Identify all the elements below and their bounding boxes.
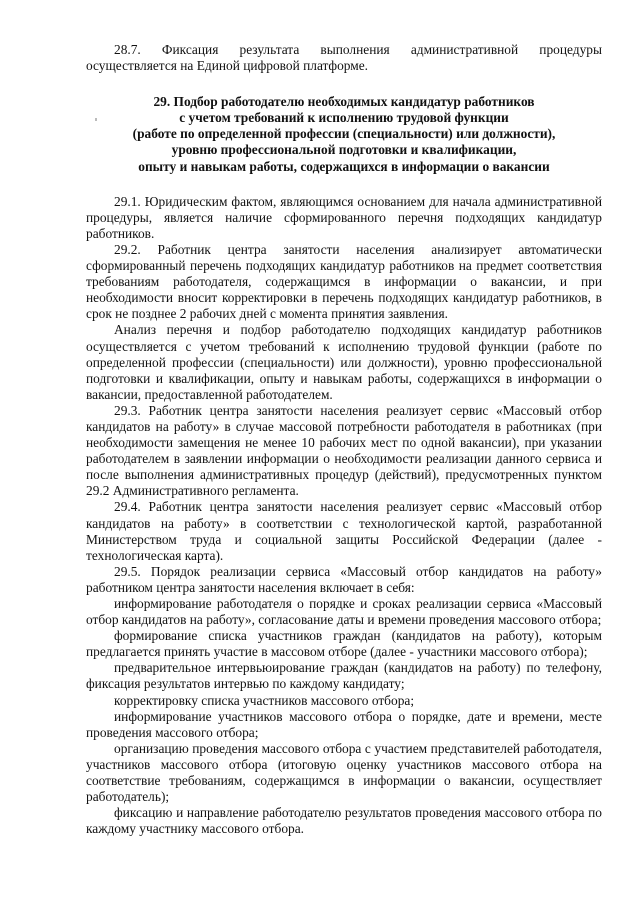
item-29-5: 29.5. Порядок реализации сервиса «Массовый отбор кандидатов на работу» работником центра занятости населения включает в себя: [86, 563, 602, 595]
heading-line: 29. Подбор работодателю необходимых кандидатур работников [153, 94, 535, 110]
list-item: организацию проведения массового отбора с участием представителей работодателя, участников массового отбора (итоговую оценку участников массового отбора на соответствие требованиям, содержащимся в информации о вакансии, осуществляет работодатель); [86, 740, 602, 805]
heading-line: (работе по определенной профессии (специальности) или должности), [132, 126, 556, 142]
list-item: фиксацию и направление работодателю результатов проведения массового отбора по каждому участнику массового отбора. [86, 805, 602, 837]
heading-line: с учетом требований к исполнению трудовой функции [179, 110, 509, 126]
section-29-heading [86, 94, 602, 174]
item-29-1: 29.1. Юридическим фактом, являющимся основанием для начала административной процедуры, является наличие сформированного перечня подходящих кандидатур работников. [86, 193, 602, 241]
heading-line: опыту и навыкам работы, содержащихся в информации о вакансии [138, 158, 550, 174]
list-item: информирование работодателя о порядке и сроках реализации сервиса «Массовый отбор кандидатов на работу», согласование даты и времени проведения массового отбора; [86, 596, 602, 628]
scan-speck [95, 118, 97, 121]
list-item: информирование участников массового отбора о порядке, дате и времени, месте проведения массового отбора; [86, 708, 602, 740]
item-29-2: 29.2. Работник центра занятости населения анализирует автоматически сформированный перечень подходящих кандидатур работников на предмет соответствия требованиям работодателя, содержащимся в информации о вакансии, и при необходимости вносит корректировки в перечень подходящих кандидатур работников, в срок не позднее 2 рабочих дней с момента принятия заявления. [86, 241, 602, 322]
item-29-4: 29.4. Работник центра занятости населения реализует сервис «Массовый отбор кандидатов на работу» в соответствии с технологической картой, разработанной Министерством труда и социальной защиты Российской Федерации (далее - технологическая карта). [86, 499, 602, 563]
heading-line: уровню профессиональной подготовки и квалификации, [171, 142, 517, 158]
list-item: формирование списка участников граждан (кандидатов на работу), которым предлагается принять участие в массовом отборе (далее - участники массового отбора); [86, 628, 602, 660]
item-29-3: 29.3. Работник центра занятости населения реализует сервис «Массовый отбор кандидатов на работу» в случае массовой потребности работодателя в работниках (при необходимости замещения не менее 10 рабочих мест по одной вакансии), при указании работодателем в заявлении информации о необходимости реализации данного сервиса и после выполнения административных процедур (действий), предусмотренных пунктом 29.2 Административного регламента. [86, 402, 602, 499]
list-item: корректировку списка участников массового отбора; [114, 692, 415, 708]
item-28-7: 28.7. Фиксация результата выполнения административной процедуры осуществляется на Единой цифровой платформе. [86, 42, 602, 74]
list-item: предварительное интервьюирование граждан (кандидатов на работу) по телефону, фиксация результатов интервью по каждому кандидату; [86, 660, 602, 692]
analysis-paragraph: Анализ перечня и подбор работодателю подходящих кандидатур работников осуществляется с учетом требований к исполнению трудовой функции (работе по определенной профессии (специальности) или должности), уровню профессиональной подготовки и квалификации, опыту и навыкам работы, содержащихся в информации о вакансии, предоставленной работодателем. [86, 322, 602, 402]
